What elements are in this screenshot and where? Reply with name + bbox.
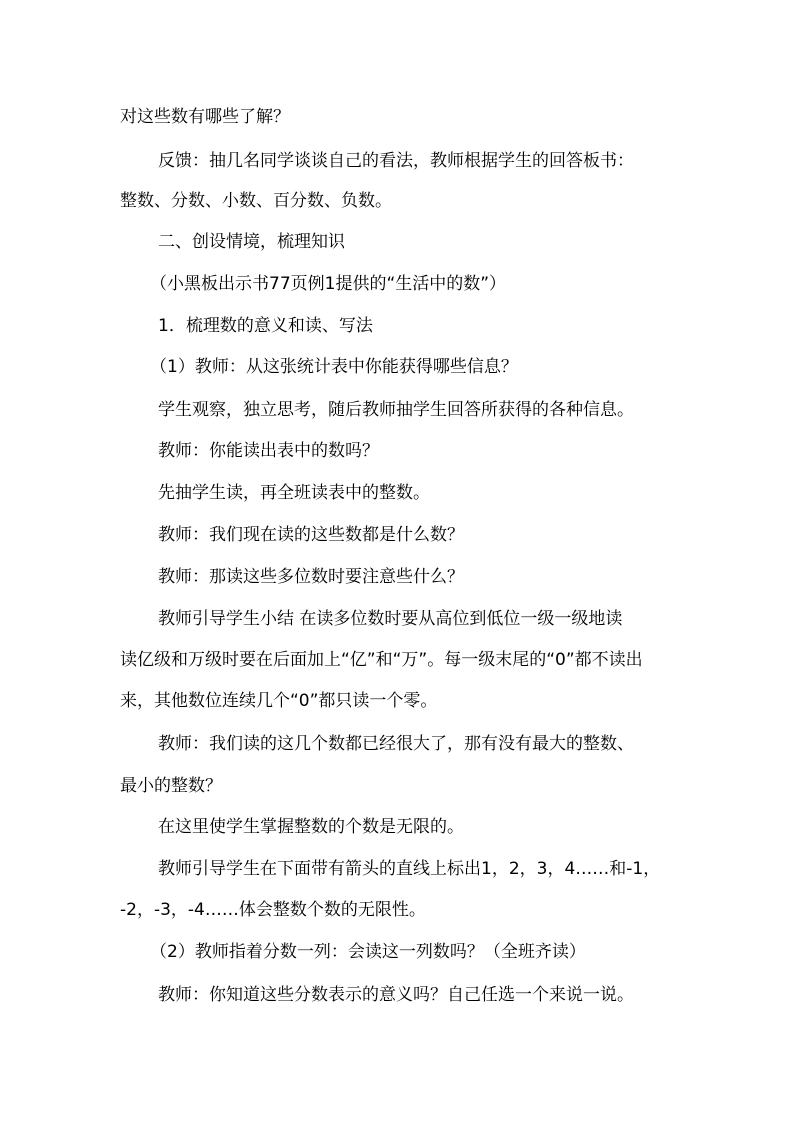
paragraph-line: 教师：我们现在读的这些数都是什么数？	[158, 525, 464, 545]
paragraph-line: 读亿级和万级时要在后面加上“亿”和“万”。每一级末尾的“0”都不读出	[120, 650, 643, 670]
paragraph-line: （2）教师指着分数一列：会读这一列数吗？（全班齐读）	[150, 942, 586, 962]
paragraph-line: 教师：那读这些多位数时要注意些什么？	[158, 567, 464, 587]
subsection-heading: 1．梳理数的意义和读、写法	[158, 316, 373, 336]
paragraph-line: 在这里使学生掌握整数的个数是无限的。	[158, 817, 464, 837]
paragraph-line: 教师：你知道这些分数表示的意义吗？自己任选一个来说一说。	[158, 985, 634, 1005]
paragraph-line: 学生观察，独立思考，随后教师抽学生回答所获得的各种信息。	[158, 400, 634, 420]
paragraph-line: （1）教师：从这张统计表中你能获得哪些信息？	[150, 357, 518, 377]
paragraph-line: 教师引导学生小结 在读多位数时要从高位到低位一级一级地读	[158, 609, 623, 629]
section-heading: 二、创设情境，梳理知识	[158, 232, 345, 252]
paragraph-line: 整数、分数、小数、百分数、负数。	[120, 191, 392, 211]
paragraph-line: 反馈：抽几名同学谈谈自己的看法，教师根据学生的回答板书：	[158, 151, 634, 171]
paragraph-line: （小黑板出示书77页例1提供的“生活中的数”）	[150, 274, 507, 294]
paragraph-line: 最小的整数？	[120, 776, 222, 796]
paragraph-line: 教师：你能读出表中的数吗？	[158, 441, 379, 461]
paragraph-line: 先抽学生读，再全班读表中的整数。	[158, 483, 430, 503]
paragraph-line: 教师：我们读的这几个数都已经很大了，那有没有最大的整数、	[158, 734, 634, 754]
paragraph-line: 对这些数有哪些了解？	[120, 107, 290, 127]
paragraph-line: 来，其他数位连续几个“0”都只读一个零。	[120, 691, 438, 711]
paragraph-line: -2，-3，-4……体会整数个数的无限性。	[120, 900, 426, 920]
paragraph-line: 教师引导学生在下面带有箭头的直线上标出1，2，3，4……和-1，	[158, 859, 661, 879]
